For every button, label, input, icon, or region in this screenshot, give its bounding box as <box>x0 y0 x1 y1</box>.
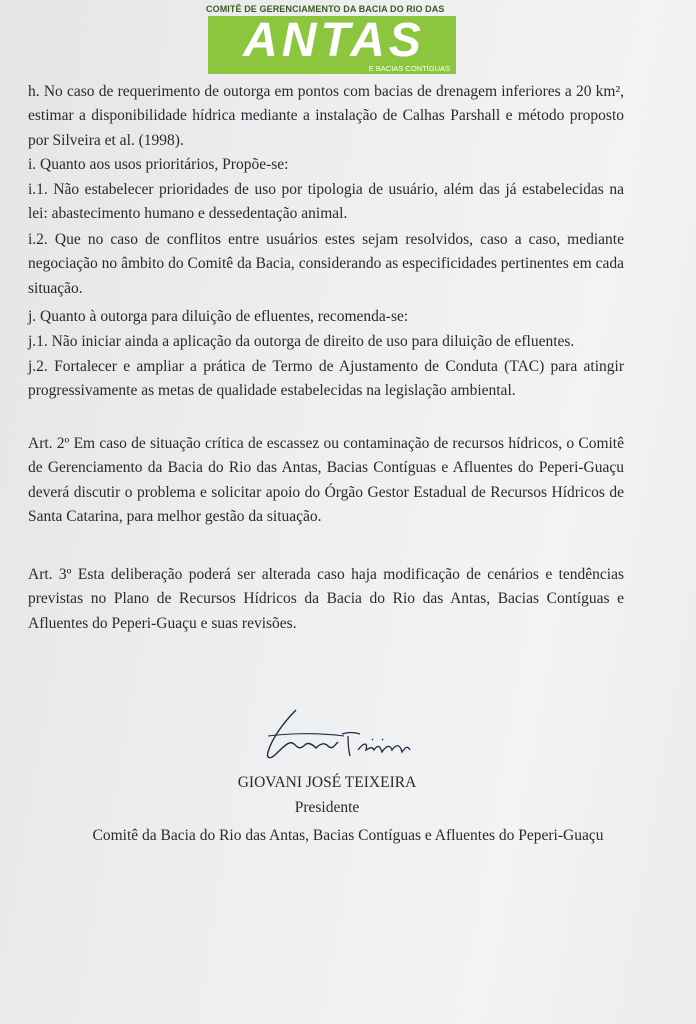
article-2: Art. 2º Em caso de situação crítica de escassez ou contaminação de recursos hídricos, o Comitê de Gerenciamento da Bacia do Rio das Antas, Bacias Contíguas e Afluentes do Peperi-Guaçu deverá discutir o problema e solicitar apoio do Órgão Gestor Estadual de Recursos Hídricos de Santa Catarina, para melhor gestão da situação. <box>28 435 624 525</box>
item-j2: j.2. Fortalecer e ampliar a prática de Termo de Ajustamento de Conduta (TAC) para atingir progressivamente as metas de qualidade estabelecidas na legislação ambiental. <box>28 358 624 400</box>
item-j: j. Quanto à outorga para diluição de efluentes, recomenda-se: <box>28 308 409 325</box>
committee-name: Comitê da Bacia do Rio das Antas, Bacias Contíguas e Afluentes do Peperi-Guaçu <box>92 827 604 844</box>
item-j1: j.1. Não iniciar ainda a aplicação da outorga de direito de uso para diluição de efluentes. <box>28 333 575 350</box>
logo-top-text: COMITÊ DE GERENCIAMENTO DA BACIA DO RIO DAS <box>206 4 445 14</box>
logo-sub-text: E BACIAS CONTÍGUAS <box>368 64 450 73</box>
committee-logo <box>206 2 456 74</box>
logo-word: ANTAS <box>243 14 425 67</box>
item-h: h. No caso de requerimento de outorga em pontos com bacias de drenagem inferiores a 20 km², estimar a disponibilidade hídrica mediante a instalação de Calhas Parshall e método proposto por Silveira et al. (1998). <box>28 83 624 149</box>
handwritten-signature <box>254 706 414 766</box>
item-i2: i.2. Que no caso de conflitos entre usuários estes sejam resolvidos, caso a caso, mediante negociação no âmbito do Comitê da Bacia, considerando as especificidades pertinentes em cada situação. <box>28 231 624 297</box>
logo-banner <box>208 16 456 74</box>
item-i1: i.1. Não estabelecer prioridades de uso por tipologia de usuário, além das já estabelecidas na lei: abastecimento humano e dessedentação animal. <box>28 181 624 223</box>
item-i: i. Quanto aos usos prioritários, Propõe-se: <box>28 156 289 173</box>
signatory-role: Presidente <box>294 799 360 816</box>
signatory-name: GIOVANI JOSÉ TEIXEIRA <box>237 774 417 791</box>
article-3: Art. 3º Esta deliberação poderá ser alterada caso haja modificação de cenários e tendências previstas no Plano de Recursos Hídricos da Bacia do Rio das Antas, Bacias Contíguas e Afluentes do Peperi-Guaçu e suas revisões. <box>28 566 624 632</box>
